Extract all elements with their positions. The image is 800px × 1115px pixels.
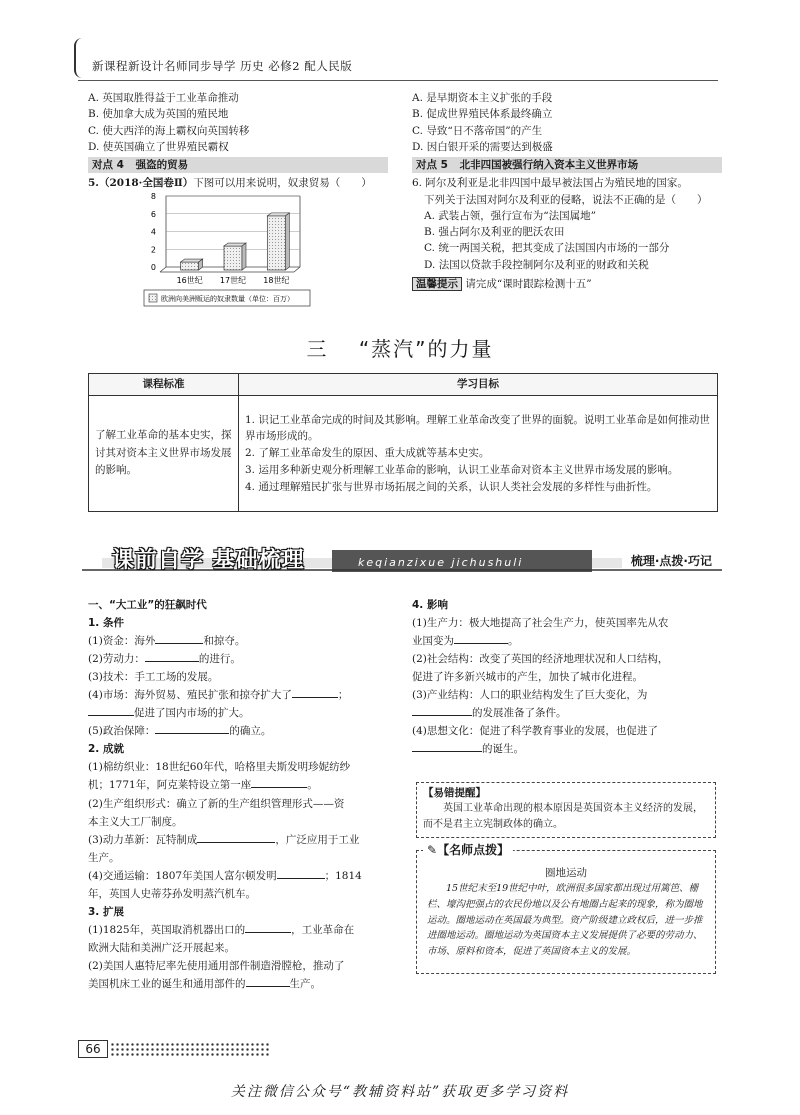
fill-blank[interactable]	[412, 740, 482, 752]
fill-blank[interactable]	[292, 686, 338, 698]
condition-labor	[88, 650, 388, 668]
fill-blank[interactable]	[145, 650, 199, 662]
fill-blank[interactable]	[412, 704, 472, 716]
text: 业国变为	[412, 635, 454, 648]
option-a: A. 英国取胜得益于工业革命推动	[88, 92, 239, 104]
impact-line: 促进了许多新兴城市的产生，加快了城市化进程。	[412, 671, 643, 684]
standards-table	[88, 373, 718, 512]
question-6-option: D. 法国以贷款手段控制阿尔及利亚的财政和关税	[424, 258, 649, 271]
text: (1)1825年，英国取消机器出口的	[88, 923, 246, 936]
bar	[181, 262, 199, 270]
bar	[224, 246, 242, 270]
fill-blank[interactable]	[88, 704, 134, 716]
achievement-line	[88, 831, 388, 849]
x-axis-edge	[294, 267, 300, 272]
impact-line: (4)思想文化：促进了科学教育事业的发展，也促进了	[412, 725, 658, 738]
standards-header: 课程标准	[89, 374, 239, 396]
question-6-option: C. 统一两国关税，把其变成了法国国内市场的一部分	[424, 242, 670, 255]
condition-capital	[88, 632, 388, 650]
fill-blank[interactable]	[277, 867, 325, 879]
bar	[267, 216, 285, 270]
achievement-line: 本主义大工厂制度。	[88, 815, 183, 828]
text: ；1814	[324, 869, 362, 882]
section-title	[0, 334, 800, 365]
impact-line: (2)社会结构：改变了英国的经济地理状况和人口结构，	[412, 653, 669, 666]
text: (2)劳动力：	[88, 653, 145, 666]
footer-note: 关注微信公众号“教辅资料站”获取更多学习资料	[230, 1084, 570, 1100]
text: (5)政治保障：	[88, 725, 156, 738]
fill-blank[interactable]	[251, 776, 307, 788]
text: 生产。	[289, 977, 321, 990]
y-tick-label: 2	[150, 245, 156, 255]
option-b: B. 促成世界殖民体系最终确立	[412, 108, 553, 121]
question-6-option: A. 武装占领，强行宣布为“法国属地”	[424, 209, 596, 222]
topic-4-name: 强盗的贸易	[135, 159, 189, 172]
teacher-text: 15世纪末至19世纪中叶，欧洲很多国家都出现过用篱笆、栅栏、壕沟把强占的农民份地以及公有地圈占起来的现象，称为圈地运动。圈地运动在英国最为典型。资产阶级建立政权后，进一步推进圈地运动。圈地运动为英国资本主义发展提供了必要的劳动力、市场、原料和资本，促进了英国资本主义的发展。	[427, 883, 703, 957]
bar-side	[285, 213, 289, 270]
banner-right: 梳理·点拨·巧记	[630, 554, 712, 568]
condition-market-cont	[88, 704, 388, 722]
text: 的诞生。	[482, 743, 524, 756]
condition-politics	[88, 722, 388, 740]
slave-trade-chart	[142, 190, 312, 310]
fill-blank[interactable]	[197, 831, 275, 843]
x-tick-label: 16世纪	[176, 276, 203, 285]
bar-side	[242, 243, 246, 270]
warm-tip	[412, 276, 722, 292]
goal-item: 1. 识记工业革命完成的时间及其影响。理解工业革命改变了世界的面貌。说明工业革命是如何推动世界市场形成的。	[245, 413, 710, 443]
banner-pinyin: keqianzixue jichushuli	[358, 556, 524, 569]
topic-5-num: 对点 5	[416, 159, 448, 172]
banner-title: 课前自学 基础梳理	[112, 548, 305, 573]
text: 。	[508, 635, 519, 648]
mistake-warning-box	[416, 782, 716, 838]
question-6-line: 下列关于法国对阿尔及利亚的侵略，说法不正确的是（ ）	[424, 193, 708, 206]
impact-line	[412, 632, 722, 650]
option-c: C. 导致“日不落帝国”的产生	[412, 124, 543, 137]
text: ；	[337, 689, 349, 702]
goal-item: 2. 了解工业革命发生的原因、重大成就等基本史实。	[245, 447, 490, 460]
impact-line: (1)生产力：极大地提高了社会生产力，使英国率先从农	[412, 617, 669, 630]
part-title: 一、“大工业”的狂飙时代	[88, 599, 207, 611]
right-main-column	[412, 596, 722, 758]
achievement-line: (2)生产组织形式：确立了新的生产组织管理形式——资	[88, 797, 345, 810]
text: (4)交通运输：1807年美国人富尔顿发明	[88, 869, 277, 882]
y-tick-label: 8	[150, 192, 156, 201]
expansion-line	[88, 975, 388, 993]
warning-text: 英国工业革命出现的根本原因是英国资本主义经济的发展，而不是君主立宪制政体的确立。	[423, 803, 703, 831]
option-d: D. 使英国确立了世界殖民霸权	[88, 140, 229, 153]
question-5-text: 下图可以用来说明，奴隶贸易（ ）	[193, 177, 372, 190]
text: 美国机床工业的诞生和通用部件的	[88, 977, 246, 990]
header-divider	[78, 80, 718, 81]
text: 。	[307, 779, 318, 792]
left-main-column	[88, 596, 388, 993]
achievement-line: (1)棉纺织业：18世纪60年代，哈格里夫斯发明珍妮纺纱	[88, 761, 351, 774]
text: (1)资金：海外	[88, 635, 156, 648]
text: ，工业革命在	[291, 923, 355, 936]
expansion-heading: 3. 扩展	[88, 905, 124, 918]
fill-blank[interactable]	[245, 921, 291, 933]
fill-blank[interactable]	[155, 632, 203, 644]
chart-svg	[142, 190, 312, 315]
section-name: “蒸汽”的力量	[358, 337, 494, 361]
fill-blank[interactable]	[454, 632, 508, 644]
text: 机；1771年，阿克莱特设立第一座	[88, 779, 252, 792]
text: 的发展准备了条件。	[472, 707, 567, 720]
teacher-subtitle: 圈地运动	[545, 867, 587, 879]
footer-dot-pattern	[110, 1042, 270, 1056]
option-c: C. 使大西洋的海上霸权向英国转移	[88, 124, 250, 137]
topic-5-name: 北非四国被强行纳入资本主义世界市场	[459, 159, 639, 172]
achievements-heading: 2. 成就	[88, 743, 124, 756]
text: 和掠夺。	[203, 635, 246, 648]
right-top-column	[412, 90, 722, 292]
y-tick-label: 6	[150, 209, 156, 219]
question-6-line: 6. 阿尔及利亚是北非四国中最早被法国占为殖民地的国家。	[412, 177, 688, 190]
x-tick-label: 17世纪	[219, 276, 247, 285]
option-a: A. 是早期资本主义扩张的手段	[412, 92, 553, 104]
fill-blank[interactable]	[246, 975, 290, 987]
warm-tip-text: 请完成“课时跟踪检测十五”	[465, 277, 592, 290]
impact-line	[412, 740, 722, 758]
achievement-line: 生产。	[88, 851, 120, 864]
option-b: B. 使加拿大成为英国的殖民地	[88, 108, 229, 121]
left-top-column	[88, 90, 388, 192]
teacher-tip-box	[416, 843, 716, 974]
text: (3)动力革新：瓦特制成	[88, 833, 198, 846]
text: 促进了国内市场的扩大。	[134, 707, 250, 720]
expansion-line: (2)美国人惠特尼率先使用通用部件制造滑膛枪，推动了	[88, 959, 345, 972]
achievement-line	[88, 776, 388, 794]
x-tick-label: 18世纪	[263, 276, 290, 285]
goal-item: 3. 运用多种新史观分析理解工业革命的影响，认识工业革命对资本主义世界市场发展的影响。	[245, 463, 679, 476]
impact-line: (3)产业结构：人口的职业结构发生了巨大变化，为	[412, 689, 648, 702]
running-header: 新课程新设计名师同步导学 历史 必修2 配人民版	[92, 59, 353, 73]
pen-icon: ✎	[427, 843, 438, 857]
conditions-heading: 1. 条件	[88, 617, 124, 630]
achievement-line: 年，英国人史蒂芬孙发明蒸汽机车。	[88, 887, 256, 900]
y-tick-label: 0	[150, 263, 156, 272]
impact-line	[412, 704, 722, 722]
question-6-option: B. 强占阿尔及利亚的肥沃农田	[424, 226, 565, 239]
teacher-tip-title	[423, 841, 513, 860]
option-d: D. 因白银开采的需要达到极盛	[412, 140, 553, 153]
text: (4)市场：海外贸易、殖民扩张和掠夺扩大了	[88, 689, 292, 702]
topic-4-heading	[88, 157, 388, 173]
header-brace	[74, 38, 84, 78]
legend-label: 欧洲向美洲贩运的奴隶数量（单位：百万）	[161, 295, 294, 303]
impact-heading: 4. 影响	[412, 599, 448, 611]
expansion-line	[88, 921, 388, 939]
goals-list	[239, 396, 718, 512]
standards-text: 了解工业革命的基本史实，探讨其对资本主义世界市场发展的影响。	[89, 396, 239, 512]
warm-tip-label: 温馨提示	[412, 277, 462, 291]
page-number: 66	[78, 1040, 108, 1058]
y-tick-label: 4	[150, 227, 156, 237]
question-5-source: 5.（2018·全国卷Ⅱ）	[88, 177, 194, 190]
topic-4-num: 对点 4	[92, 159, 124, 172]
expansion-line: 欧洲大陆和美洲广泛开展起来。	[88, 941, 235, 954]
teacher-title-text: 【名师点拨】	[437, 843, 510, 857]
section-banner	[82, 544, 722, 576]
goal-item: 4. 通过理解殖民扩张与世界市场拓展之间的关系，认识人类社会发展的多样性与曲折性。	[245, 480, 658, 493]
section-num: 三	[306, 337, 329, 361]
topic-5-heading	[412, 157, 722, 173]
text: 的确立。	[229, 725, 272, 738]
achievement-line	[88, 867, 388, 885]
fill-blank[interactable]	[155, 722, 229, 734]
text: ，广泛应用于工业	[275, 833, 360, 846]
warning-title: 【易错提醒】	[423, 787, 486, 799]
text: 的进行。	[198, 653, 241, 666]
condition-tech: (3)技术：手工工场的发展。	[88, 671, 219, 684]
goals-header: 学习目标	[239, 374, 718, 396]
condition-market	[88, 686, 388, 704]
legend-swatch	[149, 294, 157, 302]
